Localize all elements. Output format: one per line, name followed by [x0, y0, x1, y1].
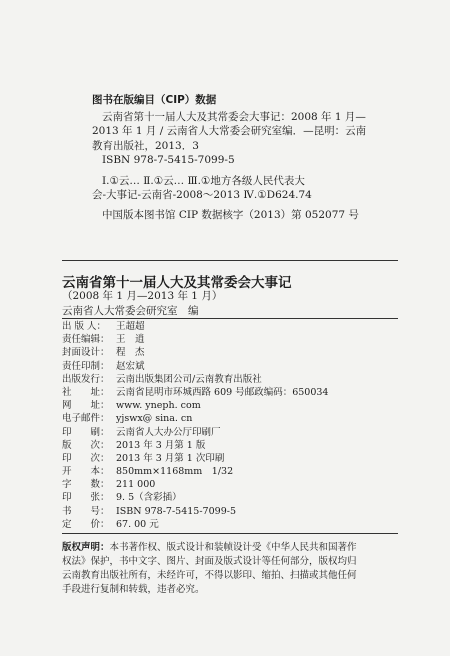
copyright-line: 权法》保护，书中文字、图片、封面及版式设计等任何部分，版权均归 — [62, 556, 357, 567]
pub-row-cover-design — [62, 346, 328, 359]
pub-value: 云南出版集团公司/云南教育出版社 — [116, 373, 262, 385]
pub-label: 社 址： — [62, 386, 110, 398]
pub-value: 9. 5（含彩插） — [116, 492, 182, 504]
pub-row-address — [62, 386, 328, 399]
copyright-text: 本书著作权、版式设计和装帧设计受《中华人民共和国著作 — [109, 542, 357, 553]
pub-label: 字 数： — [62, 479, 110, 491]
divider-rule — [62, 318, 398, 319]
pub-label: 责任编辑： — [62, 334, 110, 346]
copyright-line — [62, 541, 402, 555]
pub-row-price — [62, 518, 328, 531]
pub-row-impression — [62, 452, 328, 465]
book-subtitle: （2008 年 1 月—2013 年 1 月） — [62, 290, 223, 302]
pub-label: 印 次： — [62, 452, 110, 464]
cip-line: ISBN 978-7-5415-7099-5 — [102, 154, 235, 167]
pub-row-website — [62, 399, 328, 412]
pub-label: 印 刷： — [62, 426, 110, 438]
pub-row-sheets — [62, 491, 328, 504]
pub-value: 67. 00 元 — [116, 518, 159, 530]
pub-value: 2013 年 3 月第 1 版 — [116, 439, 206, 451]
publication-details — [62, 320, 328, 531]
pub-value: ISBN 978-7-5415-7099-5 — [116, 505, 236, 517]
pub-email-link[interactable]: yjswx@ sina. cn — [116, 413, 193, 425]
pub-label: 出版发行： — [62, 373, 110, 385]
pub-value: 云南省人大办公厅印刷厂 — [116, 426, 221, 438]
cip-heading: 图书在版编目（CIP）数据 — [92, 94, 217, 106]
pub-value: 程 杰 — [116, 347, 145, 359]
pub-value: 2013 年 3 月第 1 次印刷 — [116, 452, 225, 464]
pub-row-editor — [62, 333, 328, 346]
pub-label: 封面设计： — [62, 347, 110, 359]
pub-row-printer — [62, 426, 328, 439]
pub-row-print-manager — [62, 360, 328, 373]
pub-row-email — [62, 412, 328, 425]
pub-label: 书 号： — [62, 505, 110, 517]
cip-line: 会-大事记-云南省-2008～2013 Ⅳ.①D624.74 — [92, 189, 312, 202]
cip-line: Ⅰ.①云… Ⅱ.①云… Ⅲ.①地方各级人民代表大 — [102, 174, 305, 187]
book-author: 云南省人大常委会研究室 编 — [62, 305, 199, 317]
copyright-line: 云南教育出版社所有，未经许可，不得以影印、缩拍、扫描或其他任何 — [62, 570, 357, 581]
pub-label: 网 址： — [62, 400, 110, 412]
copyright-notice — [62, 541, 402, 597]
pub-postcode: 邮政编码：650034 — [244, 386, 329, 398]
copyright-line: 手段进行复制和转载，违者必究。 — [62, 584, 205, 595]
pub-label: 版 次： — [62, 439, 110, 451]
pub-row-word-count — [62, 478, 328, 491]
divider-rule — [62, 260, 398, 261]
cip-block — [92, 110, 392, 223]
pub-row-format — [62, 465, 328, 478]
pub-value: 850mm×1168mm 1/32 — [116, 466, 234, 478]
pub-label: 出 版 人： — [62, 321, 107, 332]
pub-row-edition — [62, 439, 328, 452]
pub-label: 电子邮件： — [62, 413, 110, 425]
copyright-label: 版权声明： — [62, 542, 110, 553]
cip-line: 中国版本图书馆 CIP 数据核字（2013）第 052077 号 — [102, 209, 359, 222]
pub-row-publisher — [62, 320, 328, 333]
pub-value: 王 逍 — [116, 334, 145, 346]
pub-label: 开 本： — [62, 466, 110, 478]
pub-label: 定 价： — [62, 518, 110, 530]
pub-row-isbn — [62, 505, 328, 518]
pub-value: 云南省昆明市环城西路 609 号 — [116, 386, 245, 398]
pub-value: 赵宏斌 — [116, 360, 145, 372]
pub-row-distributor — [62, 373, 328, 386]
pub-label: 责任印制： — [62, 360, 110, 372]
cip-line: 云南省第十一届人大及其常委会大事记：2008 年 1 月— — [102, 111, 366, 123]
book-title: 云南省第十一届人大及其常委会大事记 — [62, 275, 292, 291]
divider-rule — [62, 533, 398, 534]
pub-value: 211 000 — [116, 479, 156, 491]
cip-line: 2013 年 1 月 / 云南省人大常委会研究室编．—昆明：云南 — [92, 125, 367, 138]
pub-value: 王超超 — [116, 321, 145, 332]
cip-line: 教育出版社，2013．3 — [92, 139, 199, 152]
pub-website-link[interactable]: www. yneph. com — [116, 400, 201, 412]
pub-label: 印 张： — [62, 492, 110, 504]
